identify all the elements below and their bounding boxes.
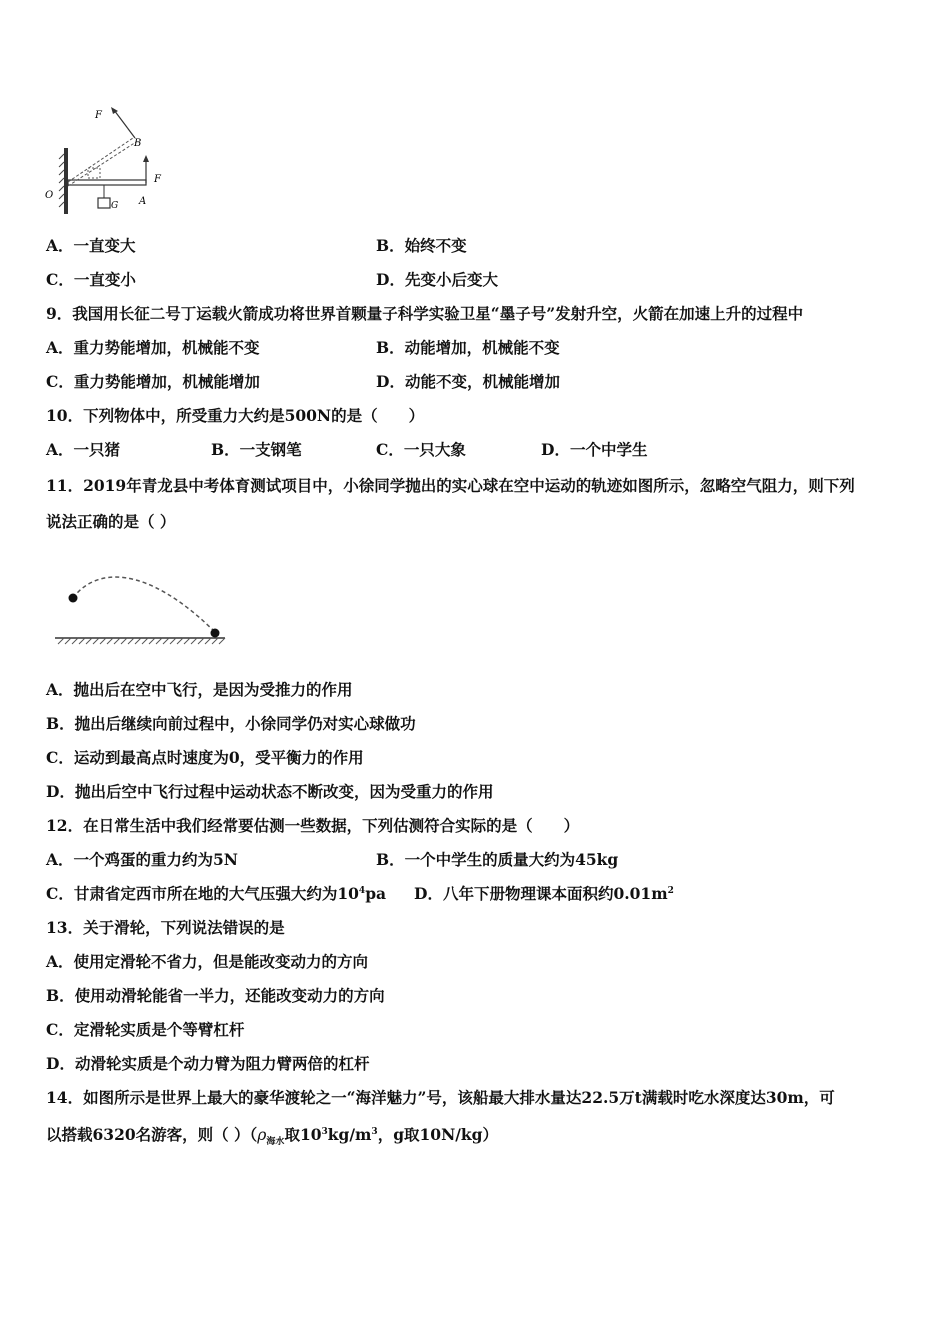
- arrow-head-vertical: [143, 155, 149, 162]
- q11-option-b: B．抛出后继续向前过程中，小徐同学仍对实心球做功: [46, 714, 416, 733]
- label-B: B: [134, 138, 142, 149]
- q13-option-d: D．动滑轮实质是个动力臂为阻力臂两倍的杠杆: [46, 1054, 370, 1073]
- q13-option-a: A．使用定滑轮不省力，但是能改变动力的方向: [46, 952, 369, 971]
- q10-option-c: C．一只大象: [376, 440, 466, 459]
- q9-option-b: B．动能增加，机械能不变: [376, 338, 560, 357]
- q13-option-c: C．定滑轮实质是个等臂杠杆: [46, 1020, 245, 1039]
- label-F-top: F: [95, 110, 102, 121]
- q9-stem: 9．我国用长征二号丁运载火箭成功将世界首颗量子科学实验卫星“墨子号”发射升空，火箭在加速上升的过程中: [46, 304, 804, 323]
- q9-option-a: A．重力势能增加，机械能不变: [46, 338, 260, 357]
- force-arrow-diagonal: [114, 110, 135, 138]
- q9-option-d: D．动能不变，机械能增加: [376, 372, 560, 391]
- q8-option-b: B．始终不变: [376, 236, 467, 255]
- label-O: O: [45, 190, 54, 201]
- q11-option-a: A．抛出后在空中飞行，是因为受推力的作用: [46, 680, 353, 699]
- q11-option-c: C．运动到最高点时速度为0，受平衡力的作用: [46, 748, 364, 767]
- lever-figure: [40, 98, 180, 218]
- q12-option-b: B．一个中学生的质量大约为45kg: [376, 850, 619, 869]
- ball-start: [69, 594, 78, 603]
- q11-option-d: D．抛出后空中飞行过程中运动状态不断改变，因为受重力的作用: [46, 782, 494, 801]
- q8-option-d: D．先变小后变大: [376, 270, 498, 289]
- wall-hatching: [59, 154, 64, 207]
- lever-rotated-dashed: [68, 138, 136, 186]
- ground-hatching: [58, 638, 225, 644]
- label-G: G: [111, 201, 119, 211]
- q10-option-a: A．一只猪: [46, 440, 121, 459]
- q12-option-c: C．甘肃省定西市所在地的大气压强大约为$10^4pa$: [46, 884, 387, 903]
- trajectory-figure: [50, 568, 230, 650]
- q12-option-a: A．一个鸡蛋的重力约为5N: [46, 850, 238, 869]
- q13-stem: 13．关于滑轮，下列说法错误的是: [46, 918, 285, 937]
- q10-option-b: B．一支钢笔: [211, 440, 302, 459]
- q12-option-d: D．八年下册物理课本面积约$0.01m^2$: [414, 884, 674, 903]
- q11-stem-line1: 11．2019年青龙县中考体育测试项目中，小徐同学抛出的实心球在空中运动的轨迹如图所示，忽略空气阻力，则下列: [46, 476, 855, 495]
- label-A: A: [139, 196, 147, 207]
- q8-option-a: A．一直变大: [46, 236, 136, 255]
- weight-block: [98, 198, 110, 208]
- label-F-right: F: [154, 174, 161, 185]
- q10-stem: 10．下列物体中，所受重力大约是500N的是（ ）: [46, 406, 425, 425]
- q11-stem-line2: 说法正确的是（ ）: [46, 512, 176, 531]
- q9-option-c: C．重力势能增加，机械能增加: [46, 372, 260, 391]
- q10-option-d: D．一个中学生: [541, 440, 648, 459]
- q12-stem: 12．在日常生活中我们经常要估测一些数据，下列估测符合实际的是（ ）: [46, 816, 580, 835]
- q8-option-c: C．一直变小: [46, 270, 136, 289]
- ball-end: [211, 629, 220, 638]
- ball-trajectory: [73, 577, 215, 632]
- q14-stem-line2: 以搭载6320名游客，则（ ）（$\rho_{海水}$取$10^3kg/m^3$，g取10N/kg）: [46, 1125, 499, 1147]
- q14-stem-line1: 14．如图所示是世界上最大的豪华渡轮之一“海洋魅力”号，该船最大排水量达22.5万t满载时吃水深度达30m，可: [46, 1088, 835, 1107]
- lever-horizontal: [68, 180, 146, 185]
- q13-option-b: B．使用动滑轮能省一半力，还能改变动力的方向: [46, 986, 385, 1005]
